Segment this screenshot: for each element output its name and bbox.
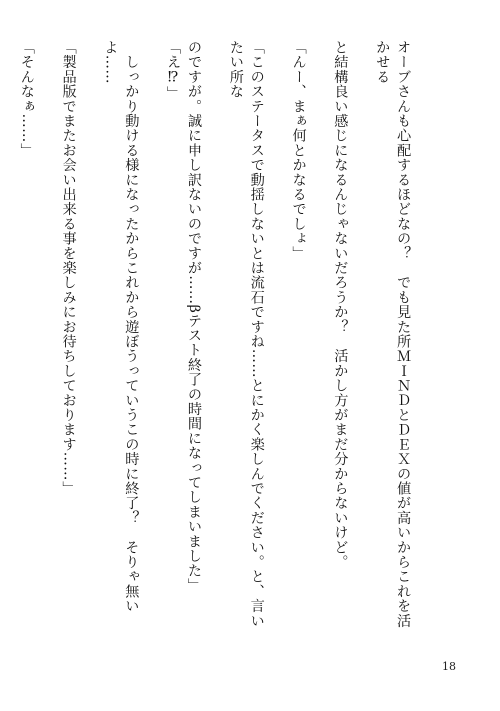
vertical-text-block	[18, 40, 434, 632]
text-line: 「そんなぁ……」	[18, 40, 35, 158]
text-line: 「このステータスで動揺しないとは流石ですね……とにかく楽しんでください。と、言いたい所な	[227, 40, 265, 628]
page-number: 18	[442, 660, 456, 673]
text-line: 「んー、まぁ何とかなるでしょ」	[290, 40, 307, 261]
text-line: しっかり動ける様になったからこれから遊ぼうっていうこの時に終了？ そりゃ無いよ……	[102, 40, 140, 614]
text-line: 「製品版でまたお会い出来る事を楽しみにお待ちしております……」	[60, 40, 77, 496]
text-line: と結構良い感じになるんじゃないだろうか？ 活かし方がまだ分からないけど。	[332, 40, 349, 570]
text-line: オーブさんも心配するほどなの？ でも見た所ＭＩＮＤとＤＥＸの値が高いからこれを活かせる	[374, 40, 412, 628]
text-line: のですが。誠に申し訳ないのですが……βテスト終了の時間になってしまいました」「え⁉」	[165, 40, 203, 593]
